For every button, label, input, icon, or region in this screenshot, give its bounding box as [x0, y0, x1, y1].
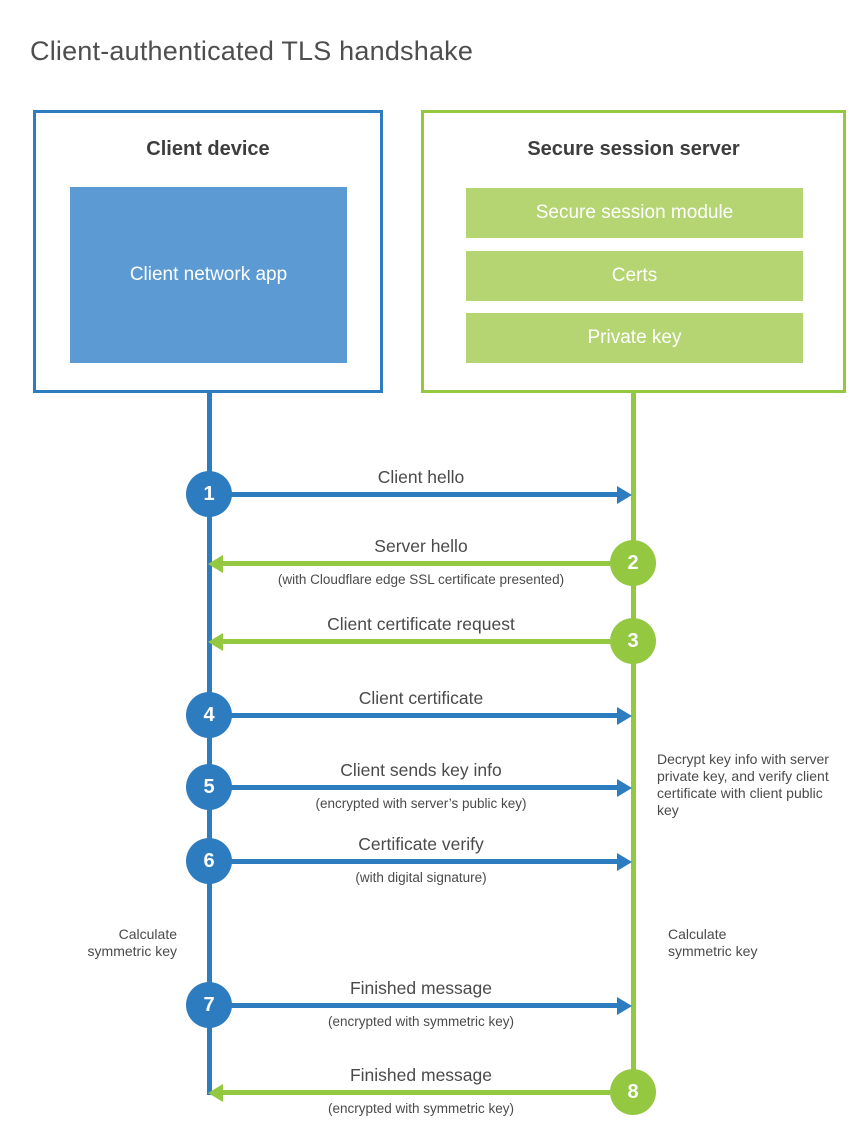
step-1-number: 1 [203, 482, 215, 505]
secure-session-server-box [421, 110, 846, 393]
step-4-number: 4 [203, 703, 215, 726]
client-network-app-box [70, 187, 347, 363]
client-sends-key-info-sublabel: (encrypted with server’s public key) [315, 796, 527, 811]
step-3-number: 3 [627, 629, 639, 652]
server-hello-label: Server hello [374, 536, 468, 556]
step-6-number: 6 [203, 849, 215, 872]
client-device-title: Client device [146, 138, 270, 160]
client-sends-key-info-arrow [230, 785, 617, 790]
calculate-symmetric-key-note-client: Calculate symmetric key [87, 926, 177, 959]
certificate-verify-label: Certificate verify [358, 834, 484, 854]
arrowhead-left-icon [208, 555, 223, 573]
finished-message-server-sublabel: (encrypted with symmetric key) [327, 1101, 515, 1116]
secure-session-module-bar: Secure session module [466, 188, 803, 238]
finished-message-client-sublabel: (encrypted with symmetric key) [327, 1014, 515, 1029]
arrowhead-right-icon [617, 997, 632, 1015]
step-5-number: 5 [203, 775, 215, 798]
server-hello-sublabel: (with Cloudflare edge SSL certificate presented) [277, 572, 565, 587]
calculate-symmetric-key-note-server: Calculate symmetric key [668, 926, 758, 959]
client-device-box [33, 110, 383, 393]
decrypt-key-info-note: Decrypt key info with server private key, and verify client certificate with client public key [657, 751, 829, 818]
client-hello-arrow [230, 492, 617, 497]
finished-message-client-label: Finished message [349, 978, 493, 998]
step-2-number: 2 [627, 551, 639, 574]
client-hello-label: Client hello [377, 467, 465, 487]
certificate-verify-sublabel: (with digital signature) [355, 870, 487, 885]
finished-message-client-arrow [230, 1003, 617, 1008]
client-certificate-request-label: Client certificate request [327, 614, 515, 634]
step-8-number: 8 [627, 1080, 639, 1103]
certs-bar: Certs [466, 251, 803, 301]
arrowhead-right-icon [617, 486, 632, 504]
finished-message-server-arrow [223, 1090, 610, 1095]
arrowhead-right-icon [617, 707, 632, 725]
client-certificate-arrow [230, 713, 617, 718]
server-hello-arrow [223, 561, 610, 566]
private-key-bar: Private key [466, 313, 803, 363]
client-certificate-label: Client certificate [358, 688, 484, 708]
page-title: Client-authenticated TLS handshake [30, 36, 474, 67]
arrowhead-left-icon [208, 633, 223, 651]
step-7-number: 7 [203, 993, 215, 1016]
arrowhead-right-icon [617, 779, 632, 797]
certificate-verify-arrow [230, 859, 617, 864]
arrowhead-right-icon [617, 853, 632, 871]
client-network-app-label: Client network app [129, 264, 288, 286]
secure-session-server-title: Secure session server [527, 138, 740, 160]
arrowhead-left-icon [208, 1084, 223, 1102]
client-certificate-request-arrow [223, 639, 610, 644]
client-sends-key-info-label: Client sends key info [340, 760, 502, 780]
finished-message-server-label: Finished message [349, 1065, 493, 1085]
